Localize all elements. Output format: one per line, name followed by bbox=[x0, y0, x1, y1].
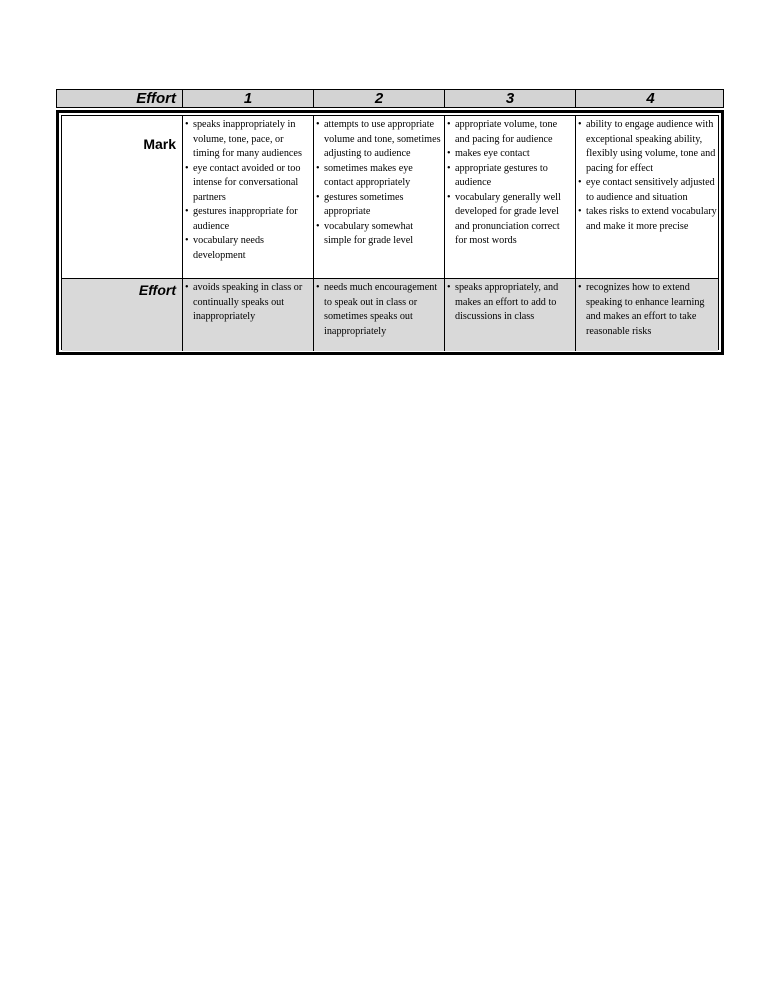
header-level-3: 3 bbox=[444, 90, 575, 107]
criterion: • ability to engage audience with exceptional speaking ability, flexibly using volume, tone and pacing for effect bbox=[578, 118, 719, 176]
criterion: • attempts to use appropriate volume and tone, sometimes adjusting to audience bbox=[316, 118, 441, 162]
rubric-table bbox=[56, 89, 724, 355]
header-level-4: 4 bbox=[575, 90, 725, 107]
effort-cell-4 bbox=[575, 279, 722, 351]
effort-cell-1 bbox=[182, 279, 313, 351]
criterion: • eye contact sensitively adjusted to audience and situation bbox=[578, 176, 719, 205]
mark-row-label: Mark bbox=[143, 136, 176, 152]
criterion: • takes risks to extend vocabulary and make it more precise bbox=[578, 205, 719, 234]
criterion: • vocabulary generally well developed for grade level and pronunciation correct for most words bbox=[447, 191, 572, 249]
criterion: • appropriate gestures to audience bbox=[447, 162, 572, 191]
effort-cell-2 bbox=[313, 279, 444, 351]
effort-cell-3 bbox=[444, 279, 575, 351]
criterion: • gestures sometimes appropriate bbox=[316, 191, 441, 220]
effort-row bbox=[62, 279, 718, 351]
criterion: • speaks appropriately, and makes an effort to add to discussions in class bbox=[447, 281, 572, 325]
criterion: • vocabulary somewhat simple for grade level bbox=[316, 220, 441, 249]
effort-row-label: Effort bbox=[138, 282, 176, 298]
criterion: • avoids speaking in class or continually speaks out inappropriately bbox=[185, 281, 310, 325]
mark-cell-3 bbox=[444, 116, 575, 278]
mark-cell-4 bbox=[575, 116, 722, 278]
criterion: • appropriate volume, tone and pacing for audience bbox=[447, 118, 572, 147]
criterion: • vocabulary needs development bbox=[185, 234, 310, 263]
criterion: • speaks inappropriately in volume, tone, pace, or timing for many audiences bbox=[185, 118, 310, 162]
criterion: • gestures inappropriate for audience bbox=[185, 205, 310, 234]
rubric-body bbox=[56, 110, 724, 355]
rubric-inner bbox=[61, 115, 719, 350]
criterion: • makes eye contact bbox=[447, 147, 572, 162]
mark-cell-2 bbox=[313, 116, 444, 278]
header-level-2: 2 bbox=[313, 90, 444, 107]
criterion: • eye contact avoided or too intense for conversational partners bbox=[185, 162, 310, 206]
criterion: • needs much encouragement to speak out in class or sometimes speaks out inappropriately bbox=[316, 281, 441, 339]
criterion: • recognizes how to extend speaking to enhance learning and makes an effort to take reasonable risks bbox=[578, 281, 719, 339]
header-label: Effort bbox=[136, 90, 176, 107]
header-row bbox=[56, 89, 724, 108]
header-level-1: 1 bbox=[182, 90, 313, 107]
mark-row bbox=[62, 116, 718, 279]
mark-cell-1 bbox=[182, 116, 313, 278]
criterion: • sometimes makes eye contact appropriately bbox=[316, 162, 441, 191]
